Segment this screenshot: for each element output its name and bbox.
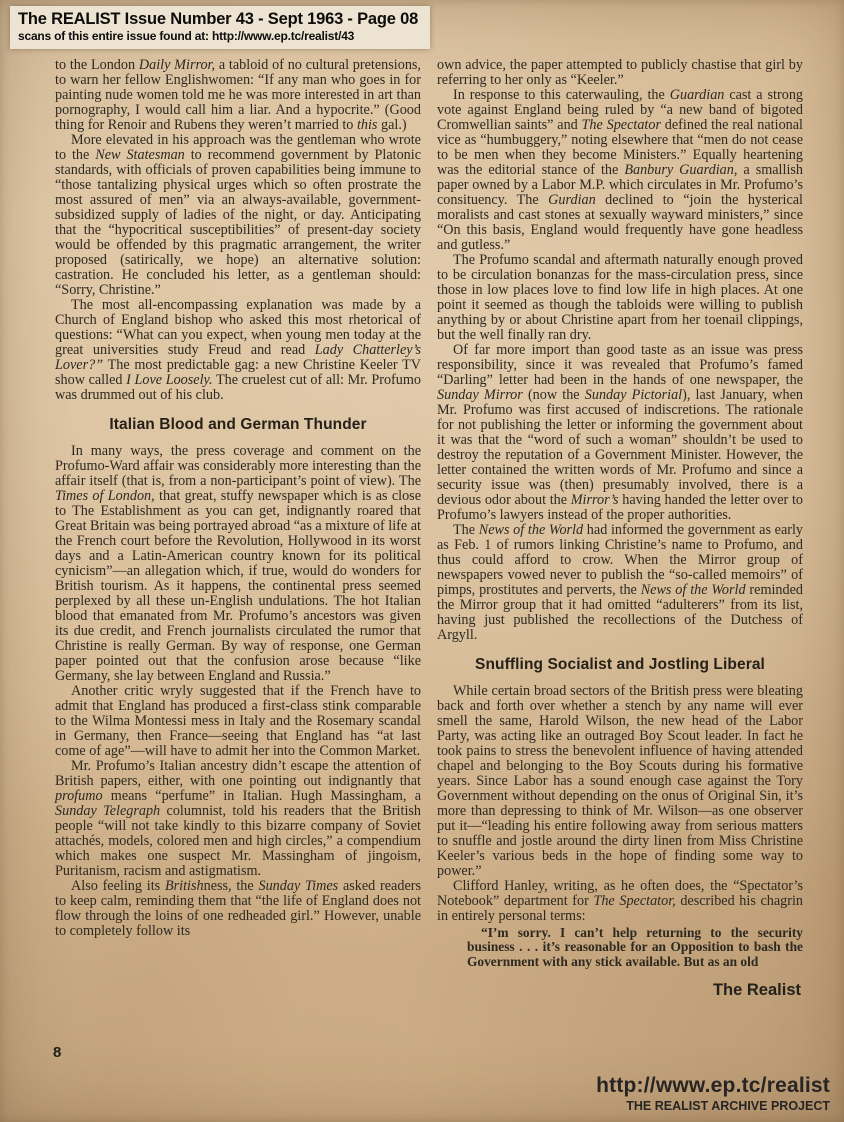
article-column-right	[437, 58, 803, 998]
paragraph: In response to this caterwauling, the Guardian cast a strong vote against England being ruled by “a new band of bigoted Cromwellian saints” and The Spectator defined the real national vice as “humbuggery,” noting elsewhere that “men do not cease to be men when they become Ministers.” Equally heartening was the editorial stance of the Banbury Guardian, a smallish paper owned by a Labor M.P. which circulates in Mr. Profumo’s consituency. The Gurdian declined to “join the hysterical moralists and cast stones at sexually wayward ministers,” since “On this basis, England would frequently have gone headless and gutless.”	[437, 87, 804, 253]
article-body	[55, 58, 803, 998]
paragraph: The News of the World had informed the government as early as Feb. 1 of rumors linking Christine’s name to Profumo, and thus could afford to crow. When the Mirror group of newspapers vowed never to publish the “so-called memoirs” of pimps, prostitutes and perverts, the News of the World reminded the Mirror group that it had omitted “adulterers” from its list, having just published the recollections of the Dutchess of Argyll.	[437, 522, 804, 643]
paragraph: Of far more import than good taste as an issue was press responsibility, since it was revealed that Profumo’s famed “Darling” letter had been in the hands of one newspaper, the Sunday Mirror (now the Sunday Pictorial), last January, when Mr. Profumo was first accused of indiscretions. The rationale for not publishing the letter or informing the government about it was that the “word of such a woman” shouldn’t be used to destroy the reputation of a Government Minister. However, the letter contained the written words of Mr. Profumo and since a security issue was (then) presumably involved, there is a devious odor about the Mirror’s having handed the letter over to Profumo’s lawyers instead of the proper authorities.	[437, 342, 803, 523]
article-column-left	[55, 58, 421, 998]
section-heading: Snuffling Socialist and Jostling Liberal	[475, 656, 765, 673]
scan-header-title: The REALIST Issue Number 43 - Sept 1963 - Page 08	[18, 10, 419, 28]
page-number: 8	[53, 1044, 62, 1061]
archive-url: http://www.ep.tc/realist	[596, 1074, 830, 1097]
archive-footer	[596, 1074, 830, 1113]
section-heading: Italian Blood and German Thunder	[109, 416, 367, 433]
paragraph: The Profumo scandal and aftermath naturally enough proved to be circulation bonanzas for the mass-circulation press, since those in low places love to find low life in high places. At one point it seemed as though the tabloids were willing to publish anything by or about Christine apart from her toenail clippings, but the well finally ran dry.	[437, 252, 803, 343]
paragraph: Also feeling its Britishness, the Sunday Times asked readers to keep calm, reminding them that “the life of England does not flow through the loins of one redheaded girl.” However, unable to completely follow its	[55, 878, 421, 939]
paragraph: Clifford Hanley, writing, as he often does, the “Spectator’s Notebook” department for The Spectator, described his chagrin in entirely personal terms:	[437, 878, 803, 924]
paragraph: to the London Daily Mirror, a tabloid of no cultural pretensions, to warn her fellow Englishwomen: “If any man who goes in for painting nude women told me he was more interested in art than pornography, I would call him a liar. And a hypocrite.” (Good thing for Renoir and Rubens they weren’t married to this gal.)	[55, 57, 421, 133]
blockquote: “I’m sorry. I can’t help returning to the security business . . . it’s reasonable for an Opposition to bash the Government with any stick available. But as an old	[467, 925, 803, 969]
paragraph: More elevated in his approach was the gentleman who wrote to the New Statesman to recommend government by Platonic standards, with officials of proven capabilities being immune to “those tantalizing physical urges which so often prostrate the most assured of men” via an always-available, government-subsidized supply of ladies of the night, or day. Anticipating that the “hypocritical susceptibilities” of present-day society would be offended by this pragmatic arrangement, the writer proposed (satirically, we hope) an alternative solution: castration. He concluded his letter, as a gentleman should: “Sorry, Christine.”	[55, 132, 421, 298]
paragraph: Another critic wryly suggested that if the French have to admit that England has produced a first-class stink comparable to the Wilma Montessi mess in Italy and the Rosemary scandal in Germany, then France—seeing that England has “at last come of age”—will have to admit her into the Common Market.	[55, 683, 421, 759]
scan-header-subtitle: scans of this entire issue found at: http://www.ep.tc/realist/43	[18, 28, 355, 43]
paragraph: Mr. Profumo’s Italian ancestry didn’t escape the attention of British papers, either, with one pointing out indignantly that profumo means “perfume” in Italian. Hugh Massingham, a Sunday Telegraph columnist, told his readers that the British people “will not take kindly to this bizarre company of Soviet attachés, models, colored men and high circles,” a compendium which makes one suspect Mr. Massingham of jingoism, Puritanism, racism and astigmatism.	[55, 758, 421, 879]
paragraph: own advice, the paper attempted to publicly chastise that girl by referring to her only as “Keeler.”	[437, 57, 803, 88]
paragraph: In many ways, the press coverage and comment on the Profumo-Ward affair was considerably more interesting than the affair itself (that is, from a non-participant’s point of view). The Times of London, that great, stuffy newspaper which is as close to The Establishment as you can get, indignantly roared that Great Britain was being portrayed abroad “as a mixture of life at the French court before the Revolution, Hollywood in its worst days and a Latin-American country known for its political cynicism”—an allegation which, if true, would do wonders for British tourism. As it happens, the continental press seemed perplexed by all these un-English undulations. The hot Italian blood that emanated from Mr. Profumo’s ancestors was given its due credit, and French journalists circulated the rumor that Christine is really German. By way of response, one German paper pointed out that the confusion arose because “like Germany, she lay between England and Russia.”	[55, 443, 421, 684]
archive-project-label: THE REALIST ARCHIVE PROJECT	[626, 1099, 830, 1113]
magazine-title-signature: The Realist	[712, 981, 801, 1000]
paragraph: While certain broad sectors of the British press were bleating back and forth over whether a stench by any name will ever smell the same, Harold Wilson, the new head of the Labor Party, was acting like an outraged Boy Scout leader. In fact he took pains to stress the benevolent influence of having attended chapel and belonging to the Boy Scouts during his formative years. Since Labor has a sound enough case against the Tory Government without depending on the onus of Original Sin, it’s more than depressing to think of Mr. Wilson—as one observer put it—“leading his entire following away from serious matters to snuffle and jostle around the dirty linen from Miss Christine Keeler’s various beds in the hope of finding some way to power.”	[437, 683, 803, 879]
paragraph: The most all-encompassing explanation was made by a Church of England bishop who asked this most rhetorical of questions: “What can you expect, when young men today at the great universities study Freud and read Lady Chatterley’s Lover?” The most predictable gag: a new Christine Keeler TV show called I Love Loosely. The cruelest cut of all: Mr. Profumo was drummed out of his club.	[55, 297, 422, 403]
scan-header-label	[10, 6, 430, 49]
